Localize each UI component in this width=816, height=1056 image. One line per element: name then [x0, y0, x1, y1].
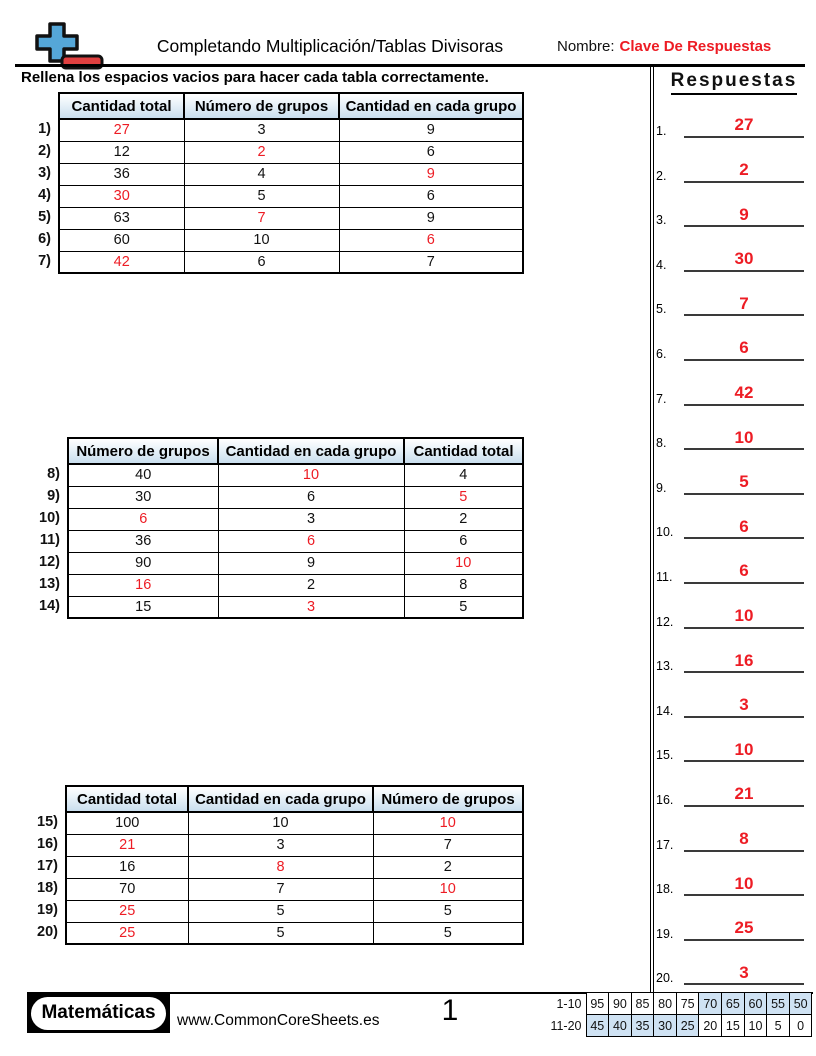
- score-row: [536, 993, 812, 1015]
- score-cell: 45: [586, 1015, 609, 1037]
- given-cell: 5: [373, 922, 523, 944]
- given-cell: 63: [59, 207, 184, 229]
- score-cell: 75: [676, 993, 699, 1015]
- answer-item: [656, 106, 804, 138]
- answer-item: [656, 641, 804, 673]
- answer-item: [656, 552, 804, 584]
- given-cell: 15: [68, 596, 218, 618]
- given-cell: 6: [339, 141, 523, 163]
- table-row: [59, 119, 523, 141]
- answer-cell: 30: [59, 185, 184, 207]
- answer-value: 10: [684, 741, 804, 763]
- answer-cell: 7: [184, 207, 339, 229]
- given-cell: 6: [404, 530, 523, 552]
- answer-cell: 16: [68, 574, 218, 596]
- answer-cell: 3: [218, 596, 404, 618]
- score-cell: 55: [767, 993, 790, 1015]
- problem-number: 18): [37, 880, 58, 896]
- table-row: [66, 922, 523, 944]
- score-cell: 70: [699, 993, 722, 1015]
- table-row: [68, 530, 523, 552]
- given-cell: 7: [188, 878, 373, 900]
- score-row-label: 1-10: [556, 996, 582, 1011]
- name-label: Nombre:: [557, 38, 615, 55]
- score-cell: 95: [586, 993, 609, 1015]
- problem-number: 12): [39, 554, 60, 570]
- column-header: Cantidad en cada grupo: [339, 93, 523, 119]
- table-row: [59, 185, 523, 207]
- answer-value: 16: [684, 652, 804, 674]
- answer-value: 8: [684, 830, 804, 852]
- answer-item: [656, 864, 804, 896]
- answer-number: 7.: [656, 391, 667, 406]
- answer-value: 6: [684, 518, 804, 540]
- answer-cell: 5: [404, 486, 523, 508]
- given-cell: 6: [184, 251, 339, 273]
- problem-number: 16): [37, 836, 58, 852]
- answer-value: 2: [684, 161, 804, 183]
- problem-number: 1): [38, 121, 51, 137]
- answer-value: 9: [684, 206, 804, 228]
- score-cell: 60: [744, 993, 767, 1015]
- answer-number: 6.: [656, 347, 667, 361]
- answer-item: [656, 195, 804, 227]
- answer-cell: 10: [404, 552, 523, 574]
- table-row: [59, 163, 523, 185]
- answer-cell: 27: [59, 119, 184, 141]
- instruction-text: Rellena los espacios vacios para hacer cada tabla correctamente.: [21, 69, 489, 86]
- given-cell: 3: [184, 119, 339, 141]
- given-cell: 7: [339, 251, 523, 273]
- score-cell: 30: [654, 1015, 677, 1037]
- score-cell: 65: [722, 993, 745, 1015]
- score-cell: 15: [722, 1015, 745, 1037]
- answer-cell: 21: [66, 834, 188, 856]
- answer-value: 3: [684, 696, 804, 718]
- score-cell: 40: [609, 1015, 632, 1037]
- problem-number: 20): [37, 924, 58, 940]
- given-cell: 3: [188, 834, 373, 856]
- answer-cell: 42: [59, 251, 184, 273]
- subject-badge: [27, 993, 170, 1033]
- given-cell: 100: [66, 812, 188, 834]
- answer-value: 6: [684, 339, 804, 361]
- column-header: Cantidad en cada grupo: [218, 438, 404, 464]
- table-row: [68, 508, 523, 530]
- table-row: [68, 552, 523, 574]
- answer-key-label: Clave De Respuestas: [619, 38, 772, 55]
- given-cell: 3: [218, 508, 404, 530]
- problem-number: 7): [38, 253, 51, 269]
- table-problems-15-20: [25, 785, 524, 945]
- column-header: Número de grupos: [373, 786, 523, 812]
- problem-number: 14): [39, 598, 60, 614]
- given-cell: 4: [184, 163, 339, 185]
- given-cell: 90: [68, 552, 218, 574]
- table-row: [59, 141, 523, 163]
- column-header: Cantidad total: [59, 93, 184, 119]
- header-rule: [15, 64, 805, 67]
- given-cell: 5: [188, 900, 373, 922]
- table-problems-1-7: [18, 92, 524, 274]
- table-row: [68, 464, 523, 486]
- row-labels: [18, 92, 58, 274]
- answer-cell: 25: [66, 900, 188, 922]
- column-header: Cantidad total: [404, 438, 523, 464]
- score-cell: 50: [789, 993, 812, 1015]
- given-cell: 2: [218, 574, 404, 596]
- answer-number: 5.: [656, 302, 667, 317]
- answer-number: 8.: [656, 436, 667, 451]
- answer-item: [656, 775, 804, 807]
- answer-cell: 10: [373, 878, 523, 900]
- score-cell: 25: [676, 1015, 699, 1037]
- answer-cell: 8: [188, 856, 373, 878]
- given-cell: 5: [188, 922, 373, 944]
- answer-item: [656, 374, 804, 406]
- answer-number: 19.: [656, 926, 674, 941]
- answer-value: 42: [684, 384, 804, 406]
- answer-number: 16.: [656, 793, 674, 807]
- given-cell: 5: [373, 900, 523, 922]
- problem-number: 6): [38, 231, 51, 247]
- table-row: [66, 900, 523, 922]
- problem-number: 11): [39, 532, 60, 548]
- answers-title: Respuestas: [662, 70, 806, 95]
- answer-cell: 25: [66, 922, 188, 944]
- score-cell: 35: [631, 1015, 654, 1037]
- answer-number: 18.: [656, 882, 674, 897]
- score-row: [536, 1015, 812, 1037]
- given-cell: 36: [68, 530, 218, 552]
- given-cell: 5: [404, 596, 523, 618]
- column-header: Cantidad total: [66, 786, 188, 812]
- problem-number: 8): [47, 466, 60, 482]
- given-cell: 36: [59, 163, 184, 185]
- given-cell: 10: [184, 229, 339, 251]
- problem-number: 4): [38, 187, 51, 203]
- answer-item: [656, 686, 804, 718]
- answer-value: 6: [684, 562, 804, 584]
- answer-item: [656, 909, 804, 941]
- answer-number: 3.: [656, 213, 667, 228]
- answer-value: 7: [684, 295, 804, 317]
- subject-badge-label: Matemáticas: [31, 997, 166, 1030]
- given-cell: 60: [59, 229, 184, 251]
- table-row: [68, 596, 523, 618]
- given-cell: 12: [59, 141, 184, 163]
- problem-number: 3): [38, 165, 51, 181]
- answer-cell: 10: [373, 812, 523, 834]
- problem-number: 19): [37, 902, 58, 918]
- answer-cell: 10: [218, 464, 404, 486]
- answer-number: 13.: [656, 659, 674, 674]
- table-row: [66, 878, 523, 900]
- column-header: Cantidad en cada grupo: [188, 786, 373, 812]
- score-cell: 5: [767, 1015, 790, 1037]
- answer-value: 10: [684, 429, 804, 451]
- answer-cell: 2: [184, 141, 339, 163]
- answer-cell: 6: [68, 508, 218, 530]
- answer-item: [656, 329, 804, 361]
- table-row: [68, 486, 523, 508]
- answer-value: 10: [684, 607, 804, 629]
- given-cell: 6: [339, 185, 523, 207]
- given-cell: 9: [218, 552, 404, 574]
- problem-number: 5): [38, 209, 51, 225]
- answer-number: 20.: [656, 971, 674, 986]
- table-row: [66, 812, 523, 834]
- answer-value: 25: [684, 919, 804, 941]
- website-text: www.CommonCoreSheets.es: [177, 1012, 380, 1029]
- answer-item: [656, 597, 804, 629]
- answer-item: [656, 284, 804, 316]
- page-number: 1: [441, 994, 459, 1027]
- score-cell: 80: [654, 993, 677, 1015]
- answer-value: 10: [684, 875, 804, 897]
- answer-number: 12.: [656, 614, 674, 629]
- row-labels: [25, 785, 65, 945]
- answer-number: 17.: [656, 837, 674, 852]
- answer-item: [656, 953, 804, 985]
- answer-cell: 6: [339, 229, 523, 251]
- given-cell: 4: [404, 464, 523, 486]
- answer-item: [656, 507, 804, 539]
- problem-number: 2): [38, 143, 51, 159]
- answer-number: 11.: [656, 570, 673, 584]
- column-header: Número de grupos: [68, 438, 218, 464]
- answer-number: 1.: [656, 124, 667, 138]
- given-cell: 16: [66, 856, 188, 878]
- given-cell: 2: [404, 508, 523, 530]
- answer-number: 2.: [656, 168, 667, 183]
- score-cell: 0: [789, 1015, 812, 1037]
- given-cell: 30: [68, 486, 218, 508]
- answer-item: [656, 820, 804, 852]
- given-cell: 9: [339, 207, 523, 229]
- given-cell: 8: [404, 574, 523, 596]
- answer-item: [656, 240, 804, 272]
- table-row: [59, 251, 523, 273]
- answer-value: 30: [684, 250, 804, 272]
- column-header: Número de grupos: [184, 93, 339, 119]
- plus-minus-logo-icon: [24, 20, 112, 70]
- answer-item: [656, 463, 804, 495]
- given-cell: 10: [188, 812, 373, 834]
- answer-value: 27: [684, 116, 804, 138]
- problem-number: 10): [39, 510, 60, 526]
- answer-number: 9.: [656, 480, 667, 495]
- score-cell: 20: [699, 1015, 722, 1037]
- given-cell: 40: [68, 464, 218, 486]
- problem-number: 13): [39, 576, 60, 592]
- table-problems-8-14: [27, 437, 524, 619]
- given-cell: 2: [373, 856, 523, 878]
- given-cell: 5: [184, 185, 339, 207]
- given-cell: 7: [373, 834, 523, 856]
- table-row: [66, 856, 523, 878]
- table-row: [59, 229, 523, 251]
- score-reference-table: [536, 992, 812, 1037]
- given-cell: 9: [339, 119, 523, 141]
- given-cell: 6: [218, 486, 404, 508]
- answer-value: 3: [684, 964, 804, 986]
- answers-divider: [650, 67, 654, 992]
- problem-number: 9): [47, 488, 60, 504]
- answer-cell: 6: [218, 530, 404, 552]
- given-cell: 70: [66, 878, 188, 900]
- page-title: Completando Multiplicación/Tablas Divisoras: [156, 36, 504, 56]
- name-row: [557, 38, 771, 55]
- table-row: [68, 574, 523, 596]
- score-row-label: 11-20: [550, 1018, 582, 1033]
- answer-number: 10.: [656, 525, 674, 540]
- answer-item: [656, 730, 804, 762]
- answer-value: 21: [684, 785, 804, 807]
- problem-number: 17): [37, 858, 58, 874]
- score-cell: 85: [631, 993, 654, 1015]
- table-row: [59, 207, 523, 229]
- problem-number: 15): [37, 814, 58, 830]
- answer-value: 5: [684, 473, 804, 495]
- table-row: [66, 834, 523, 856]
- answer-number: 4.: [656, 257, 667, 272]
- answer-item: [656, 418, 804, 450]
- answer-item: [656, 151, 804, 183]
- answer-number: 14.: [656, 703, 674, 718]
- row-labels: [27, 437, 67, 619]
- answer-number: 15.: [656, 748, 674, 763]
- answer-cell: 9: [339, 163, 523, 185]
- score-cell: 90: [609, 993, 632, 1015]
- score-cell: 10: [744, 1015, 767, 1037]
